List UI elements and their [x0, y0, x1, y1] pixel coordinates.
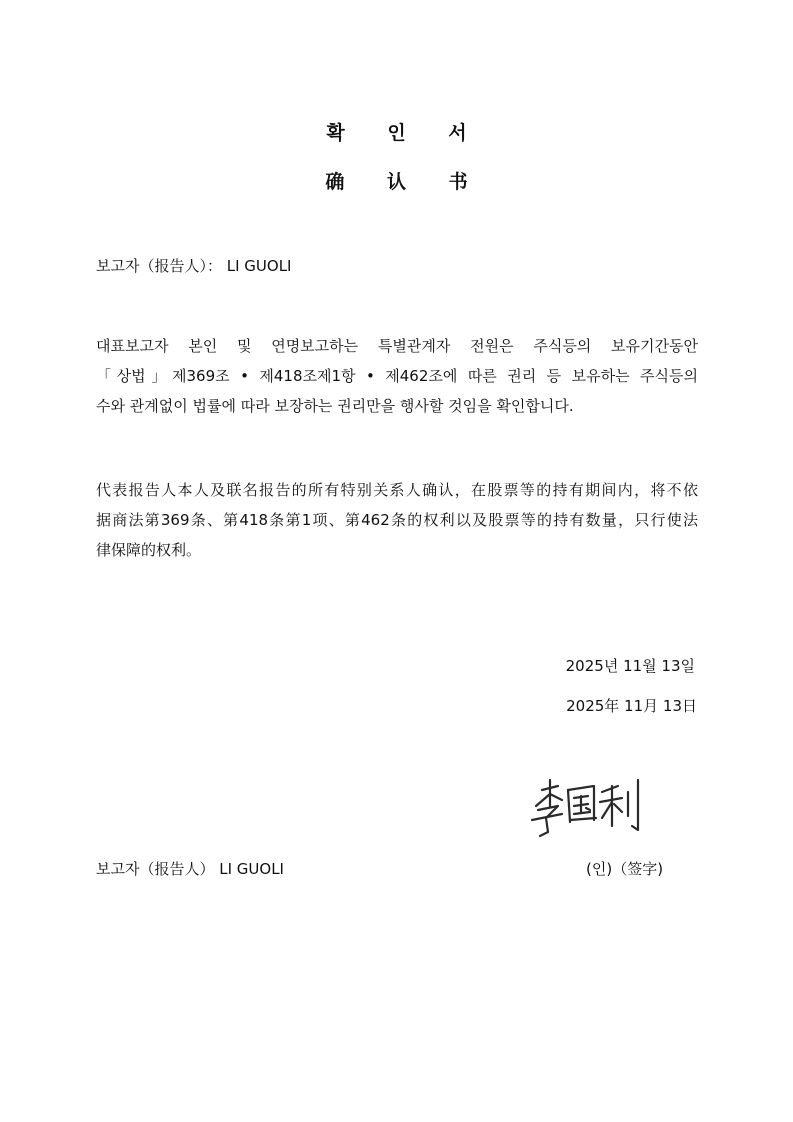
korean-paragraph-line: 대표보고자 본인 및 연명보고하는 특별관계자 전원은 주식등의 보유기간동안 — [96, 337, 698, 355]
signature-icon — [528, 776, 646, 842]
reporter-line: 보고자（报告人）： LI GUOLI — [96, 257, 292, 275]
korean-paragraph-line: 「상법」제369조 • 제418조제1항 • 제462조에 따른 권리 등 보유하는 주식등의 — [96, 367, 698, 385]
chinese-paragraph-line: 律保障的权利。 — [96, 541, 202, 559]
korean-paragraph-line: 수와 관계없이 법률에 따라 보장하는 권리만을 행사할 것임을 확인합니다. — [96, 397, 574, 415]
chinese-paragraph — [96, 475, 698, 565]
footer-reporter-label: 보고자（报告人） LI GUOLI — [96, 860, 284, 878]
title-chinese: 确 认 书 — [325, 171, 486, 193]
date-chinese: 2025年 11月 13日 — [566, 697, 697, 715]
chinese-paragraph-line: 代表报告人本人及联名报告的所有特别关系人确认，在股票等的持有期间内，将不依 — [96, 481, 698, 499]
title-korean: 확 인 서 — [326, 122, 485, 144]
footer-seal-label: (인)（签字) — [586, 860, 664, 878]
date-korean: 2025년 11월 13일 — [565, 657, 695, 675]
korean-paragraph — [96, 331, 698, 421]
chinese-paragraph-line: 据商法第369条、第418条第1项、第462条的权利以及股票等的持有数量，只行使法 — [96, 511, 698, 529]
